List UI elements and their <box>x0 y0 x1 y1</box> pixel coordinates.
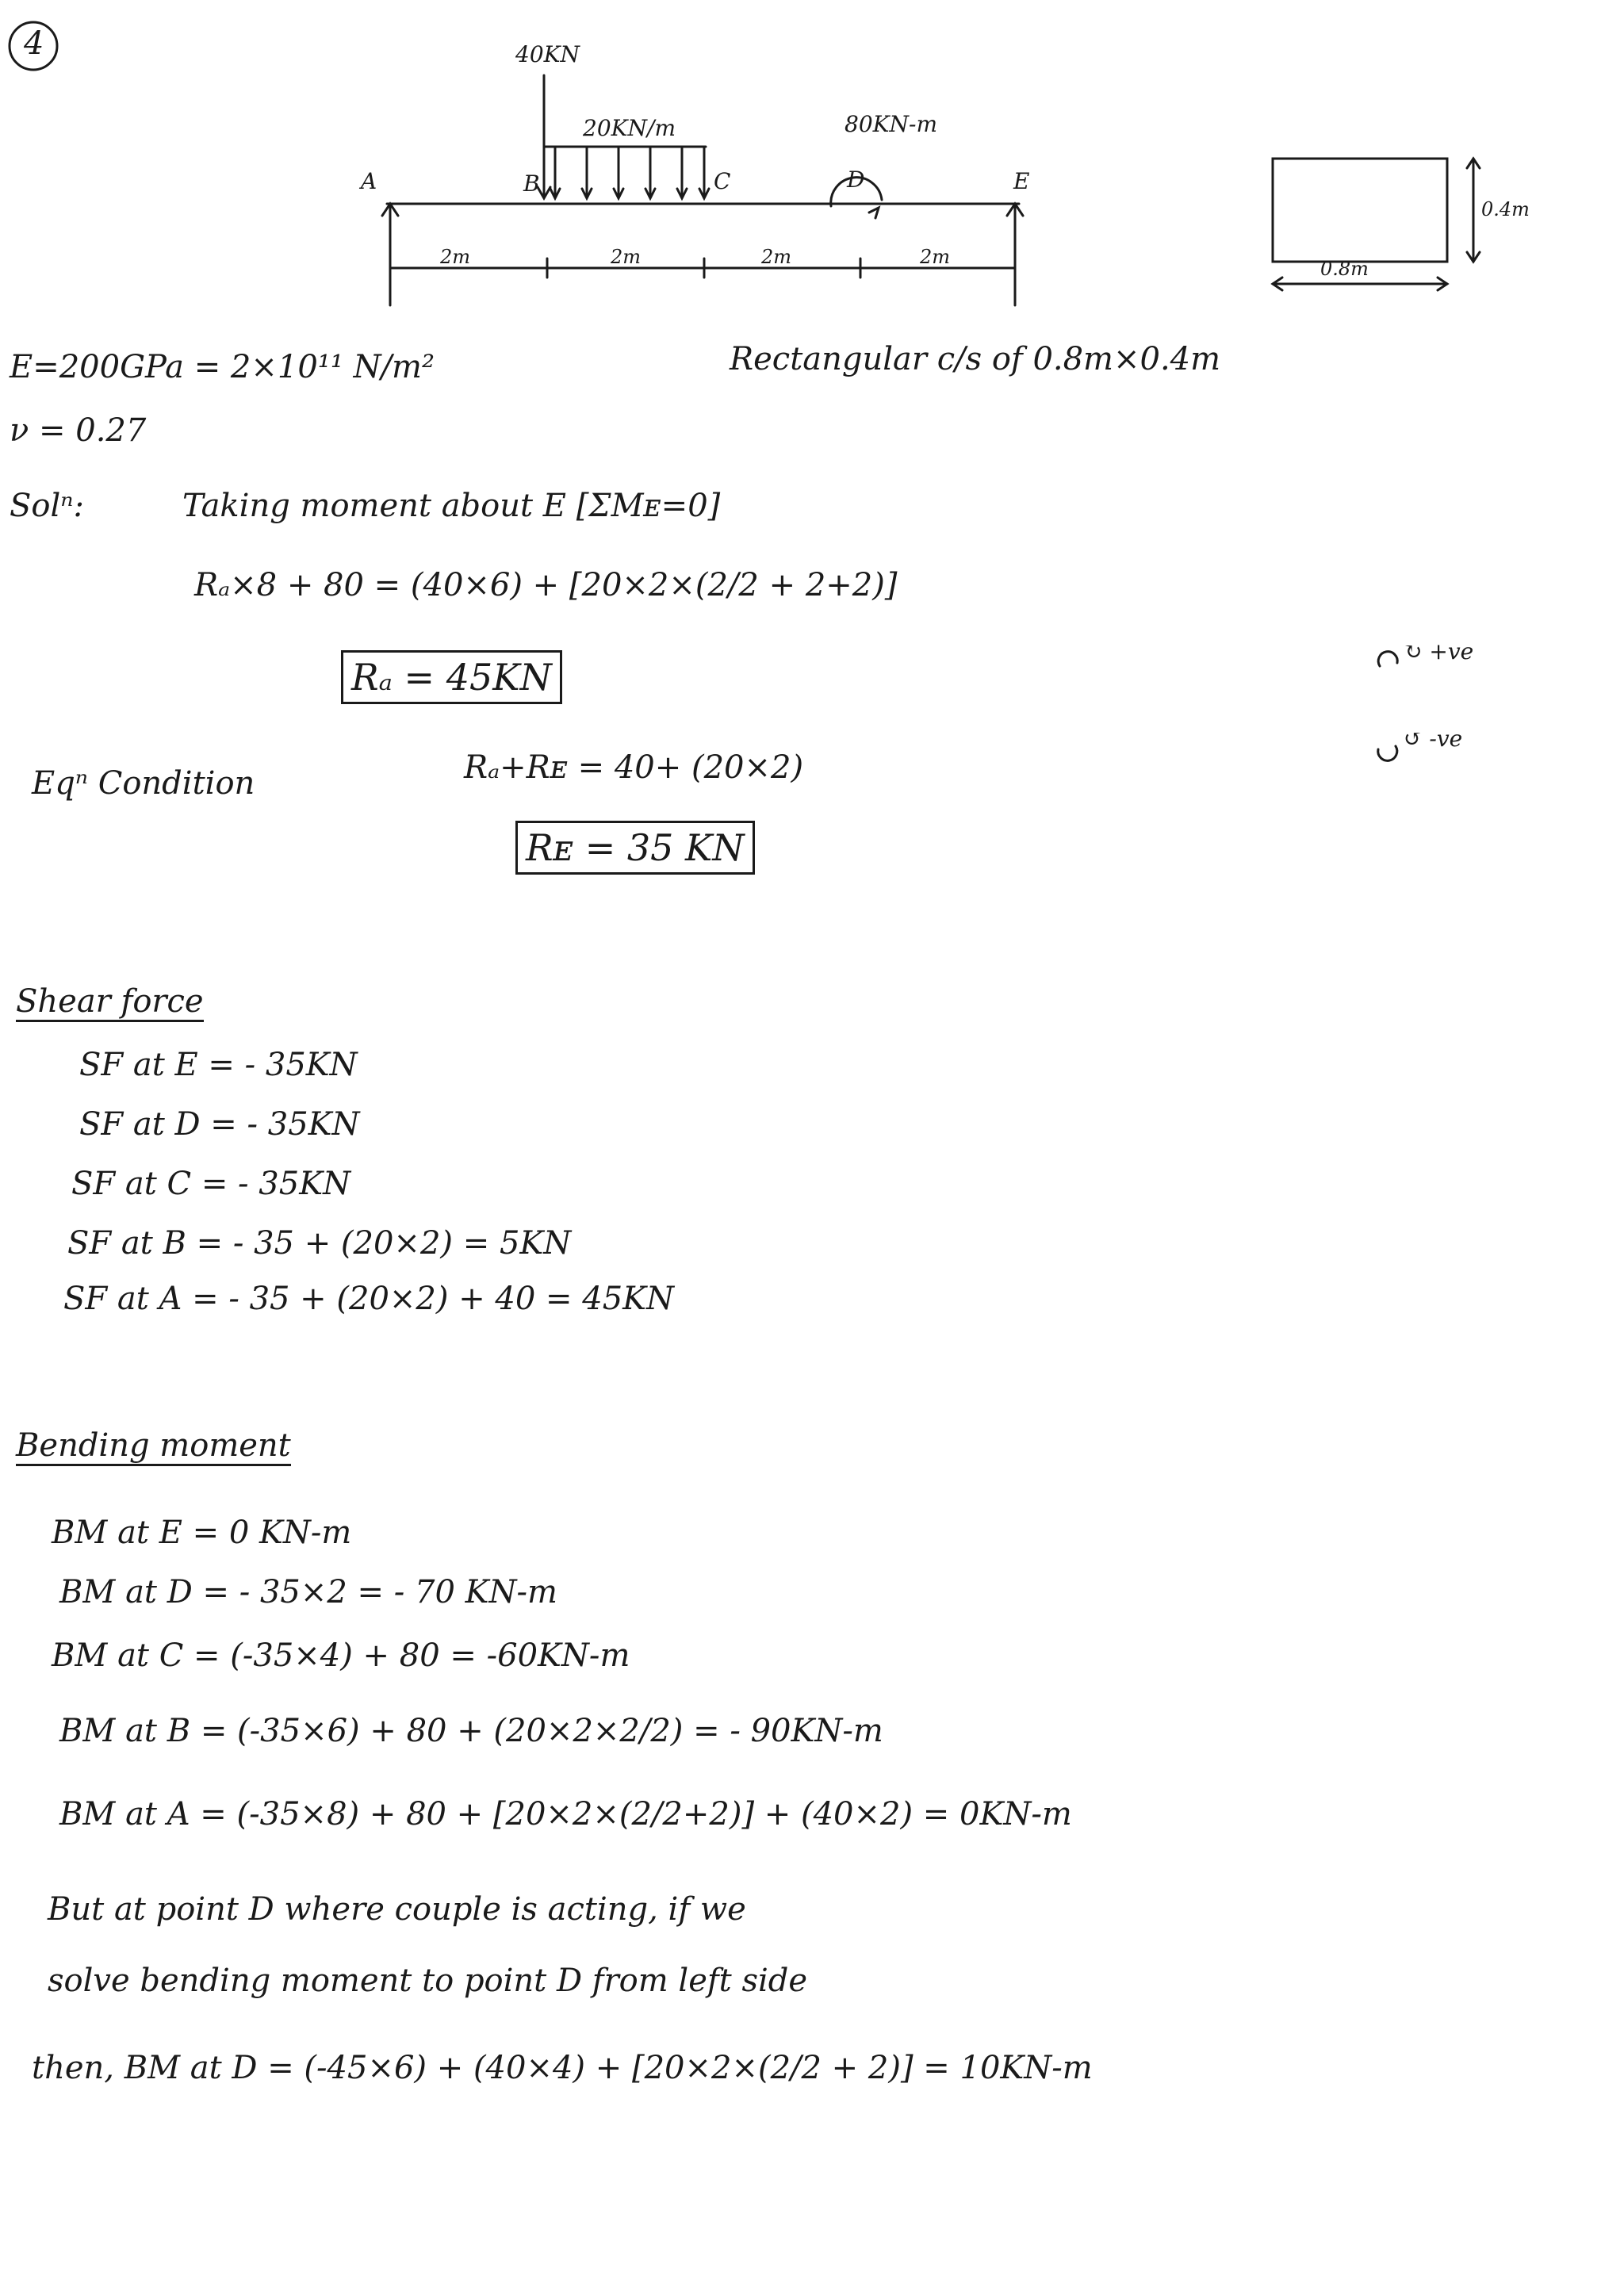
moment-equation: Rₐ×8 + 80 = (40×6) + [20×2×(2/2 + 2+2)] <box>194 567 898 603</box>
point-label-e: E <box>1013 168 1030 194</box>
span-label-de: 2m <box>920 246 951 268</box>
section-depth-label: 0.4m <box>1481 198 1530 220</box>
reaction-e-result: Rᴇ = 35 KN <box>515 821 755 875</box>
given-poisson: ν = 0.27 <box>10 412 147 449</box>
sf-line-b: SF at B = - 35 + (20×2) = 5KN <box>67 1225 572 1262</box>
sf-line-a: SF at A = - 35 + (20×2) + 40 = 45KN <box>63 1281 675 1317</box>
sf-line-e: SF at E = - 35KN <box>79 1047 358 1083</box>
note-line-1: But at point D where couple is acting, if we <box>48 1891 746 1928</box>
udl-label: 20KN/m <box>583 115 676 141</box>
problem-number: 4 <box>24 25 44 62</box>
span-label-bc: 2m <box>611 246 642 268</box>
given-section: Rectangular c/s of 0.8m×0.4m <box>730 341 1221 377</box>
bending-moment-heading: Bending moment <box>16 1427 291 1466</box>
reaction-a-result: Rₐ = 45KN <box>341 650 562 704</box>
couple-label: 80KN-m <box>845 111 938 137</box>
solution-label: Solⁿ: <box>10 488 84 524</box>
point-label-d: D <box>847 167 865 193</box>
point-load-label: 40KN <box>515 41 580 67</box>
bm-line-c: BM at C = (-35×4) + 80 = -60KN-m <box>52 1637 630 1674</box>
udl-arrows <box>550 147 709 198</box>
sf-line-c: SF at C = - 35KN <box>71 1166 351 1202</box>
sign-arc-neg <box>1378 746 1397 760</box>
point-label-c: C <box>714 168 731 194</box>
given-modulus: E=200GPa = 2×10¹¹ N/m² <box>10 349 435 385</box>
sign-arc-pos <box>1378 652 1397 666</box>
point-label-a: A <box>361 168 377 194</box>
span-label-ab: 2m <box>440 246 471 268</box>
sign-negative: ↺ -ve <box>1404 726 1463 752</box>
bm-line-d: BM at D = - 35×2 = - 70 KN-m <box>59 1574 557 1610</box>
bm-line-b: BM at B = (-35×6) + 80 + (20×2×2/2) = - 90KN-m <box>59 1713 883 1749</box>
bm-line-a: BM at A = (-35×8) + 80 + [20×2×(2/2+2)] + (40×2) = 0KN-m <box>59 1796 1072 1833</box>
note-line-2: solve bending moment to point D from left side <box>48 1963 808 1999</box>
point-label-b: B <box>523 170 540 197</box>
bm-line-e: BM at E = 0 KN-m <box>52 1515 352 1551</box>
sf-line-d: SF at D = - 35KN <box>79 1106 360 1143</box>
equilibrium-sum: Rₐ+Rᴇ = 40+ (20×2) <box>464 749 804 786</box>
moment-heading: Taking moment about E [ΣMᴇ=0] <box>182 488 721 524</box>
sign-positive: ↻ +ve <box>1404 638 1474 664</box>
note-line-3: then, BM at D = (-45×6) + (40×4) + [20×2×(2/2 + 2)] = 10KN-m <box>32 2050 1093 2086</box>
span-label-cd: 2m <box>761 246 792 268</box>
cross-section <box>1273 159 1447 262</box>
equilibrium-label: Eqⁿ Condition <box>32 765 255 802</box>
section-width-label: 0.8m <box>1320 258 1369 280</box>
shear-force-heading: Shear force <box>16 983 204 1022</box>
